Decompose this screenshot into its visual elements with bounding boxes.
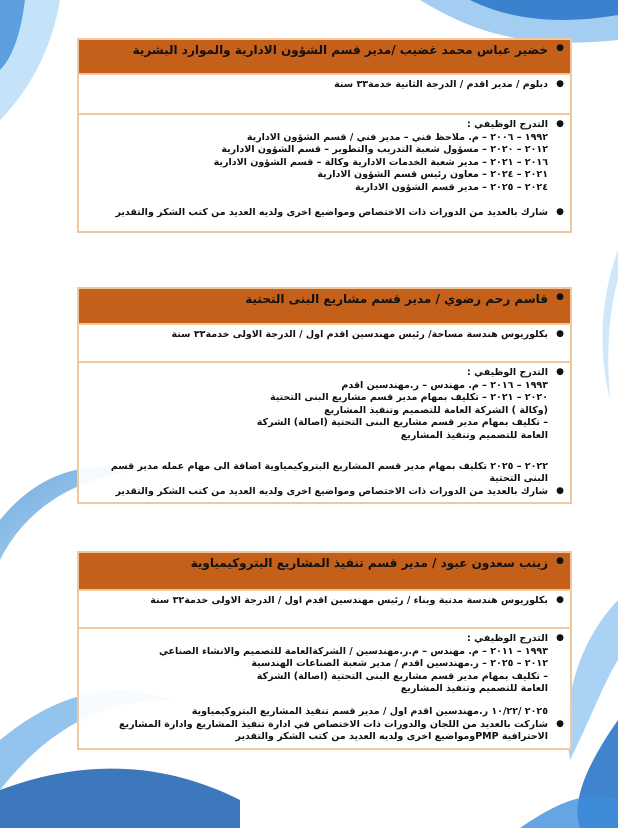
career-title: التدرج الوظيفي : (467, 367, 548, 378)
education-row (79, 591, 570, 629)
career-row (79, 115, 570, 231)
employee-name-title: قاسم رحم رضوي / مدير قسم مشاريع البنى التحتية (245, 292, 548, 306)
card-header (79, 40, 570, 75)
card-header (79, 553, 570, 591)
education-text: بكلوريوس هندسة مدنية وبناء / رئيس مهندسين اقدم اول / الدرجة الاولى خدمة٣٢ سنة (150, 595, 548, 606)
bullet: ● (556, 718, 564, 729)
career-item: ٢٠٢٤ – ٢٠٢٥ – مدير قسم الشؤون الادارية (355, 181, 548, 193)
career-item: ١٩٩٣ – ٢٠١١ – م. مهندس – م.ر.مهندسين / الشركةالعامة للتصميم والانشاء الصناعي (158, 645, 548, 657)
career-item: ٢٠٢١ – ٢٠٢٤ – معاون رئيس قسم الشؤون الادارية (317, 169, 548, 181)
education-text: دبلوم / مدير اقدم / الدرجة الثانية خدمة٣٣ سنة (334, 79, 548, 90)
bullet: ● (556, 119, 564, 129)
profile-card-3 (77, 551, 572, 750)
bullet: ● (556, 633, 564, 643)
bullet: ● (556, 367, 564, 377)
career-item: ٢٠٢٠ – ٢٠٢١ – تكليف بمهام مدير قسم مشاريع البنى التحتية (وكالة ) الشركة العامة للتصميم وتنفيذ المشاريع (270, 392, 548, 416)
bullet: ● (556, 79, 564, 89)
employee-name-title: زينب سعدون عبود / مدير قسم تنفيذ المشاريع البتروكيمياوية (190, 556, 548, 570)
bullet: ● (556, 595, 564, 605)
career-title: التدرج الوظيفي : (467, 119, 548, 130)
bullet: ● (556, 292, 564, 302)
card-header (79, 289, 570, 325)
education-row (79, 325, 570, 363)
career-item: – تكليف بمهام مدير قسم مشاريع البنى التحتية (اصالة) الشركة العامة للتصميم وتنفيذ المشاريع (256, 670, 548, 695)
career-row (79, 629, 570, 748)
career-row (79, 363, 570, 502)
career-item: ٢٠١٢ – ٢٠٢٠ – مسؤول شعبة التدريب والتطوير – قسم الشؤون الادارية (221, 144, 548, 156)
career-item: ١٩٩٣ – ٢٠١٦ – م. مهندس – ر.مهندسين اقدم (341, 379, 548, 391)
courses-text: شاركت بالعديد من اللجان والدورات ذات الاختصاص في ادارة تنفيذ المشاريع وادارة المشاريع الاحترافية PMPومواضيع اخرى ولديه العديد من كتب الشكر والتقدير (119, 718, 548, 743)
career-item: ٢٠١٦ – ٢٠٢١ – مدير شعبة الخدمات الادارية وكالة – قسم الشؤون الادارية (213, 156, 548, 168)
bullet: ● (556, 329, 564, 339)
bullet: ● (556, 206, 564, 217)
career-item: – تكليف بمهام مدير قسم مشاريع البنى التحتية (اصالة) الشركة العامة للتصميم وتنفيذ المشاريع (256, 417, 548, 441)
career-item: ٢٠٢٥ /١٠/٢٢ ر.مهندسين اقدم اول / مدير قسم تنفيذ المشاريع البتروكيمياوية (191, 705, 548, 717)
career-item: ٢٠٢٢ – ٢٠٢٥ تكليف بمهام مدير قسم المشاريع البتروكيمياوية اضافة الى مهام عمله مدير قسم البنى التحتية (110, 460, 548, 485)
profile-card-1 (77, 38, 572, 233)
courses-text: شارك بالعديد من الدورات ذات الاختصاص ومواضيع اخرى ولديه العديد من كتب الشكر والتقدير (115, 485, 548, 497)
career-item: ٢٠١٢ – ٢٠٢٥ – ر.مهندسين اقدم / مدير شعبة الصناعات الهندسية (251, 658, 548, 670)
bullet: ● (556, 556, 564, 566)
employee-name-title: خضير عباس محمد غضيب /مدير قسم الشؤون الادارية والموارد البشرية (132, 43, 548, 57)
bullet: ● (556, 485, 564, 496)
career-title: التدرج الوظيفي : (467, 633, 548, 644)
profile-card-2 (77, 287, 572, 504)
courses-text: شارك بالعديد من الدورات ذات الاختصاص ومواضيع اخرى ولديه العديد من كتب الشكر والتقدير (115, 206, 548, 218)
bullet: ● (556, 43, 564, 53)
education-row (79, 75, 570, 115)
education-text: بكلوريوس هندسة مساحة/ رئيس مهندسين اقدم اول / الدرجة الاولى خدمة٣٣ سنة (171, 329, 548, 340)
career-item: ١٩٩٢ – ٢٠٠٦ – م. ملاحظ فني – مدير فني / قسم الشؤون الادارية (246, 131, 548, 143)
